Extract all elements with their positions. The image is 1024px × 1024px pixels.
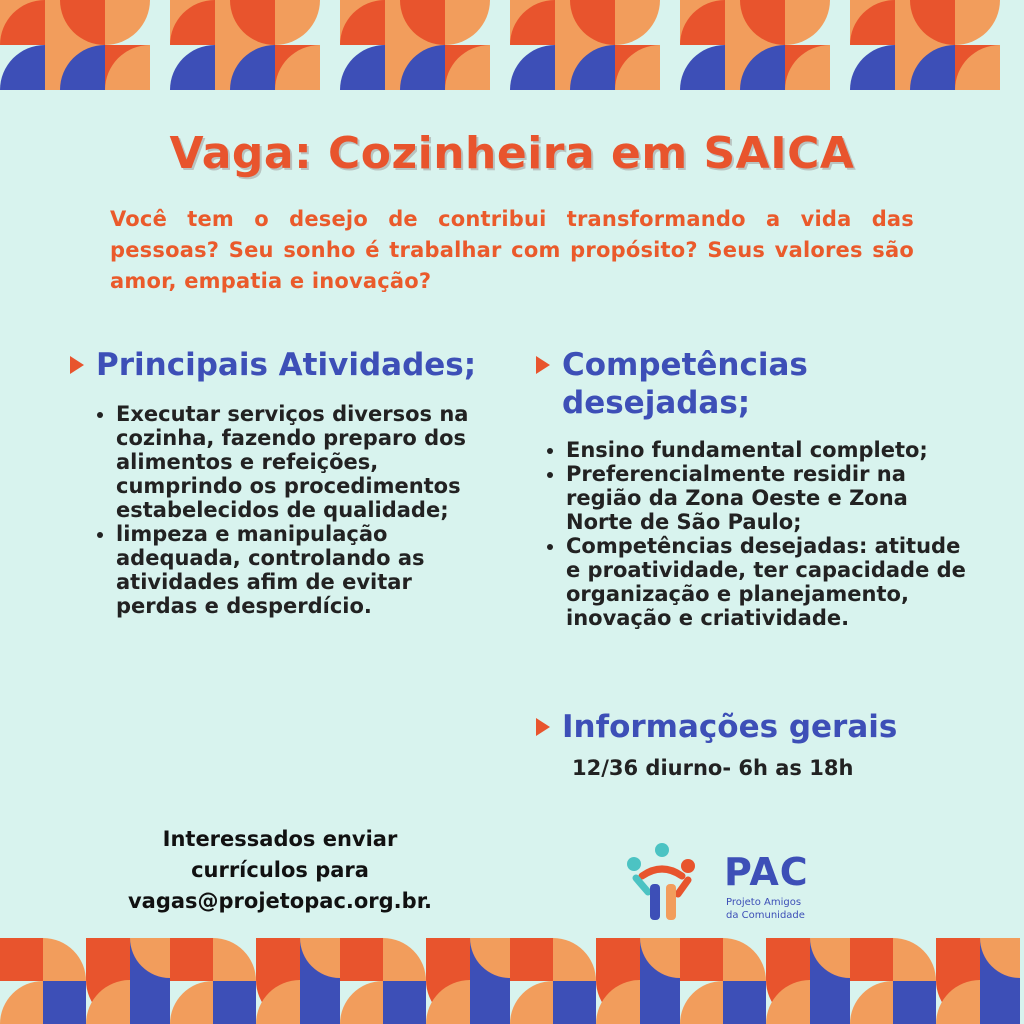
- logo-tagline: [726, 896, 846, 922]
- play-arrow-icon: [70, 356, 84, 374]
- skills-heading-text: Competências desejadas;: [562, 347, 808, 421]
- logo-tagline-1: Projeto Amigos: [726, 897, 802, 908]
- info-heading-text: Informações gerais: [562, 709, 898, 745]
- list-item: • Competências desejadas: atitude e proatividade, ter capacidade de organização e planejamento, inovação e criatividade.: [566, 534, 976, 630]
- activities-heading-text: Principais Atividades;: [96, 347, 477, 383]
- pac-logo: [622, 840, 842, 924]
- play-arrow-icon: [536, 718, 550, 736]
- page-title: Vaga: Cozinheira em SAICA: [169, 128, 855, 179]
- contact-email[interactable]: vagas@projetopac.org.br.: [127, 889, 433, 913]
- skills-heading: [536, 346, 866, 422]
- contact-line-2: currículos para: [191, 858, 369, 882]
- list-item: • Ensino fundamental completo;: [566, 438, 976, 462]
- activities-list: [90, 402, 496, 618]
- people-group-icon: [622, 840, 702, 924]
- intro-paragraph: Você tem o desejo de contribui transformando a vida das pessoas? Seu sonho é trabalhar com propósito? Seus valores são amor, empatia e inovação?: [110, 207, 914, 293]
- list-item: • Executar serviços diversos na cozinha, fazendo preparo dos alimentos e refeições, cumprindo os procedimentos estabelecidos de qualidade;: [116, 402, 496, 522]
- list-item: • Preferencialmente residir na região da Zona Oeste e Zona Norte de São Paulo;: [566, 462, 976, 534]
- list-item: • limpeza e manipulação adequada, controlando as atividades afim de evitar perdas e desperdício.: [116, 522, 496, 618]
- contact-block: [80, 824, 480, 917]
- bottom-decorative-band: [0, 938, 1024, 1024]
- working-hours: 12/36 diurno- 6h as 18h: [572, 756, 854, 780]
- play-arrow-icon: [536, 356, 550, 374]
- skills-list: [540, 438, 976, 630]
- top-decorative-band: [0, 0, 1024, 90]
- activities-heading: [70, 346, 520, 384]
- logo-name: PAC: [724, 850, 809, 894]
- info-heading: [536, 708, 956, 746]
- contact-line-1: Interessados enviar: [162, 827, 398, 851]
- logo-tagline-2: da Comunidade: [726, 910, 805, 921]
